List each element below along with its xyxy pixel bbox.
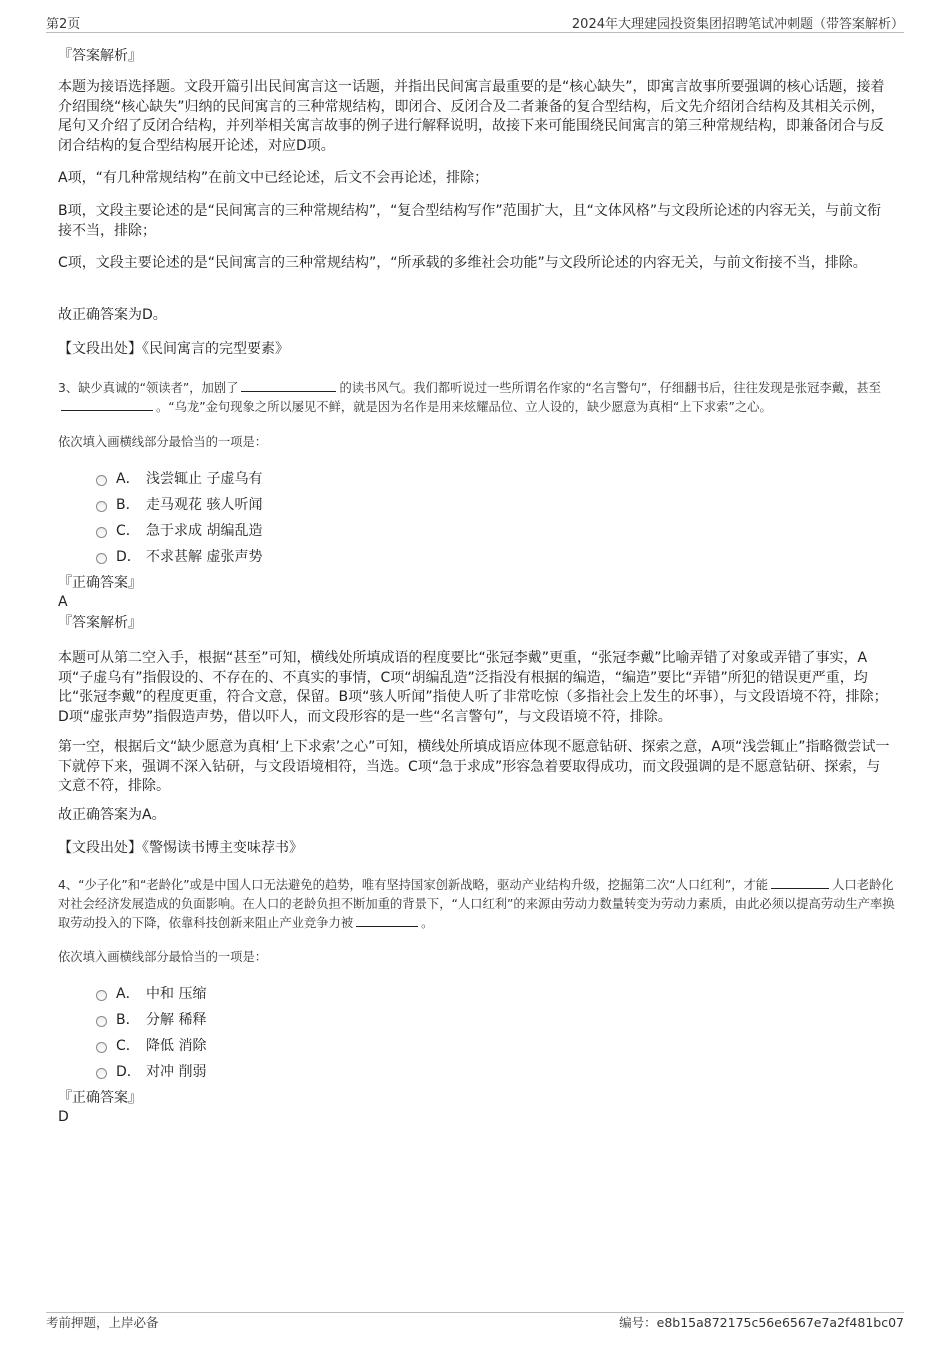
option-text: 浅尝辄止 子虚乌有 — [146, 471, 263, 487]
option-b[interactable] — [96, 1009, 206, 1029]
analysis-paragraph: 本题可从第二空入手，根据“甚至”可知，横线处所填成语的程度要比“张冠李戴”更重，“张冠李戴”比喻弄错了对象或弄错了事实，A项“子虚乌有”指假设的、不存在的、不真实的事情，C项“胡编乱造”泛指没有根据的编造，“编造”要比“弄错”所犯的错误更严重，均比“张冠李戴”的程度更重，符合文意，保留。B项“骇人听闻”指使人听了非常吃惊（多指社会上发生的坏事），与文段语境不符，排除；D项“虚张声势”指假造声势，借以吓人，而文段形容的是一些“名言警句”，与文段语境不符，排除。 — [58, 650, 888, 725]
option-text: 急于求成 胡编乱造 — [146, 523, 263, 539]
question-3-text — [58, 379, 893, 417]
radio-icon[interactable] — [96, 1068, 107, 1079]
option-letter: A． — [116, 471, 140, 487]
document-id: 编号：e8b15a872175c56e6567e7a2f481bc07 — [619, 1315, 904, 1330]
q3-text-3: 。“乌龙”金句现象之所以屡见不鲜，就是因为名作是用来炫耀品位、立人设的，缺少愿意为真相“上下求索”之心。 — [156, 400, 772, 414]
page-number: 第2页 — [46, 17, 81, 32]
blank — [61, 398, 153, 411]
analysis-option-c: C项，文段主要论述的是“民间寓言的三种常规结构”，“所承载的多维社会功能”与文段所论述的内容无关，与前文衔接不当，排除。 — [58, 255, 867, 271]
option-a[interactable] — [96, 983, 206, 1003]
conclusion: 故正确答案为D。 — [58, 307, 167, 323]
radio-icon[interactable] — [96, 475, 107, 486]
option-text: 降低 消除 — [146, 1038, 207, 1054]
q4-text-2: 人口老龄化对社会经济发展造成的负面影响。在人口的老龄负担不断加重的背景下，“人口红利”的来源由劳动力数量转变为劳动力素质，由此必须以提高劳动生产率换取劳动投入的下降，依靠科技创新来阻止产业竞争力被 — [58, 878, 895, 930]
analysis-paragraph: 第一空，根据后文“缺少愿意为真相‘上下求索’之心”可知，横线处所填成语应体现不愿意钻研、探索之意，A项“浅尝辄止”指略微尝试一下就停下来，强调不深入钻研，与文段语境相符，当选。C项“急于求成”形容急着要取得成功，而文段强调的是不愿意钻研、探索，与文意不符，排除。 — [58, 739, 890, 794]
header-divider — [46, 32, 904, 33]
option-d[interactable] — [96, 1061, 206, 1081]
blank — [356, 914, 418, 927]
analysis-option-a: A项，“有几种常规结构”在前文中已经论述，后文不会再论述，排除； — [58, 170, 489, 186]
option-text: 分解 稀释 — [146, 1012, 207, 1028]
radio-icon[interactable] — [96, 1016, 107, 1027]
radio-icon[interactable] — [96, 501, 107, 512]
option-d[interactable] — [96, 546, 262, 566]
q4-text-1: 4、“少子化”和“老龄化”或是中国人口无法避免的趋势，唯有坚持国家创新战略，驱动产业结构升级，挖掘第二次“人口红利”，才能 — [58, 878, 769, 892]
option-a[interactable] — [96, 468, 262, 488]
source: 【文段出处】《民间寓言的完型要素》 — [58, 341, 289, 357]
q3-text-2: 的读书风气。我们都听说过一些所谓名作家的“名言警句”，仔细翻书后，往往发现是张冠李戴，甚至 — [339, 381, 881, 395]
option-text: 中和 压缩 — [146, 986, 207, 1002]
option-b[interactable] — [96, 494, 262, 514]
option-letter: A． — [116, 986, 140, 1002]
option-c[interactable] — [96, 520, 262, 540]
question-prompt: 依次填入画横线部分最恰当的一项是： — [58, 950, 268, 964]
option-letter: B． — [116, 497, 140, 513]
option-letter: D． — [116, 549, 141, 565]
answer-label: 『正确答案』 — [58, 575, 142, 591]
option-letter: C． — [116, 1038, 140, 1054]
blank — [771, 876, 829, 889]
question-4-text — [58, 876, 903, 933]
radio-icon[interactable] — [96, 990, 107, 1001]
q4-text-3: 。 — [421, 916, 434, 930]
conclusion: 故正确答案为A。 — [58, 807, 166, 823]
source: 【文段出处】《警惕读书博主变味荐书》 — [58, 840, 303, 856]
question-prompt: 依次填入画横线部分最恰当的一项是： — [58, 435, 268, 449]
radio-icon[interactable] — [96, 1042, 107, 1053]
option-letter: D． — [116, 1064, 141, 1080]
analysis-label: 『答案解析』 — [58, 615, 142, 631]
blank — [241, 379, 336, 392]
option-text: 不求甚解 虚张声势 — [146, 549, 263, 565]
analysis-paragraph: 本题为接语选择题。文段开篇引出民间寓言这一话题，并指出民间寓言最重要的是“核心缺失”，即寓言故事所要强调的核心话题，接着介绍围绕“核心缺失”归纳的民间寓言的三种常规结构，即闭合、反闭合及二者兼备的复合型结构，后文先介绍闭合结构及其相关示例，尾句又介绍了反闭合结构，并列举相关寓言故事的例子进行解释说明，故接下来可能围绕民间寓言的第三种常规结构，即兼备闭合与反闭合结构的复合型结构展开论述，对应D项。 — [58, 79, 885, 154]
option-text: 走马观花 骇人听闻 — [146, 497, 263, 513]
option-letter: C． — [116, 523, 140, 539]
option-letter: B． — [116, 1012, 140, 1028]
radio-icon[interactable] — [96, 527, 107, 538]
answer-label: 『正确答案』 — [58, 1090, 142, 1106]
radio-icon[interactable] — [96, 553, 107, 564]
analysis-label: 『答案解析』 — [58, 48, 142, 64]
q3-text-1: 3、缺少真诚的“领读者”，加剧了 — [58, 381, 239, 395]
document-title: 2024年大理建园投资集团招聘笔试冲刺题（带答案解析） — [571, 17, 904, 32]
footer-slogan: 考前押题，上岸必备 — [46, 1315, 159, 1330]
option-text: 对冲 削弱 — [146, 1064, 207, 1080]
answer: D — [58, 1109, 69, 1125]
answer: A — [58, 594, 68, 610]
option-c[interactable] — [96, 1035, 206, 1055]
analysis-option-b: B项，文段主要论述的是“民间寓言的三种常规结构”，“复合型结构写作”范围扩大，且“文体风格”与文段所论述的内容无关，与前文衔接不当，排除； — [58, 203, 882, 239]
